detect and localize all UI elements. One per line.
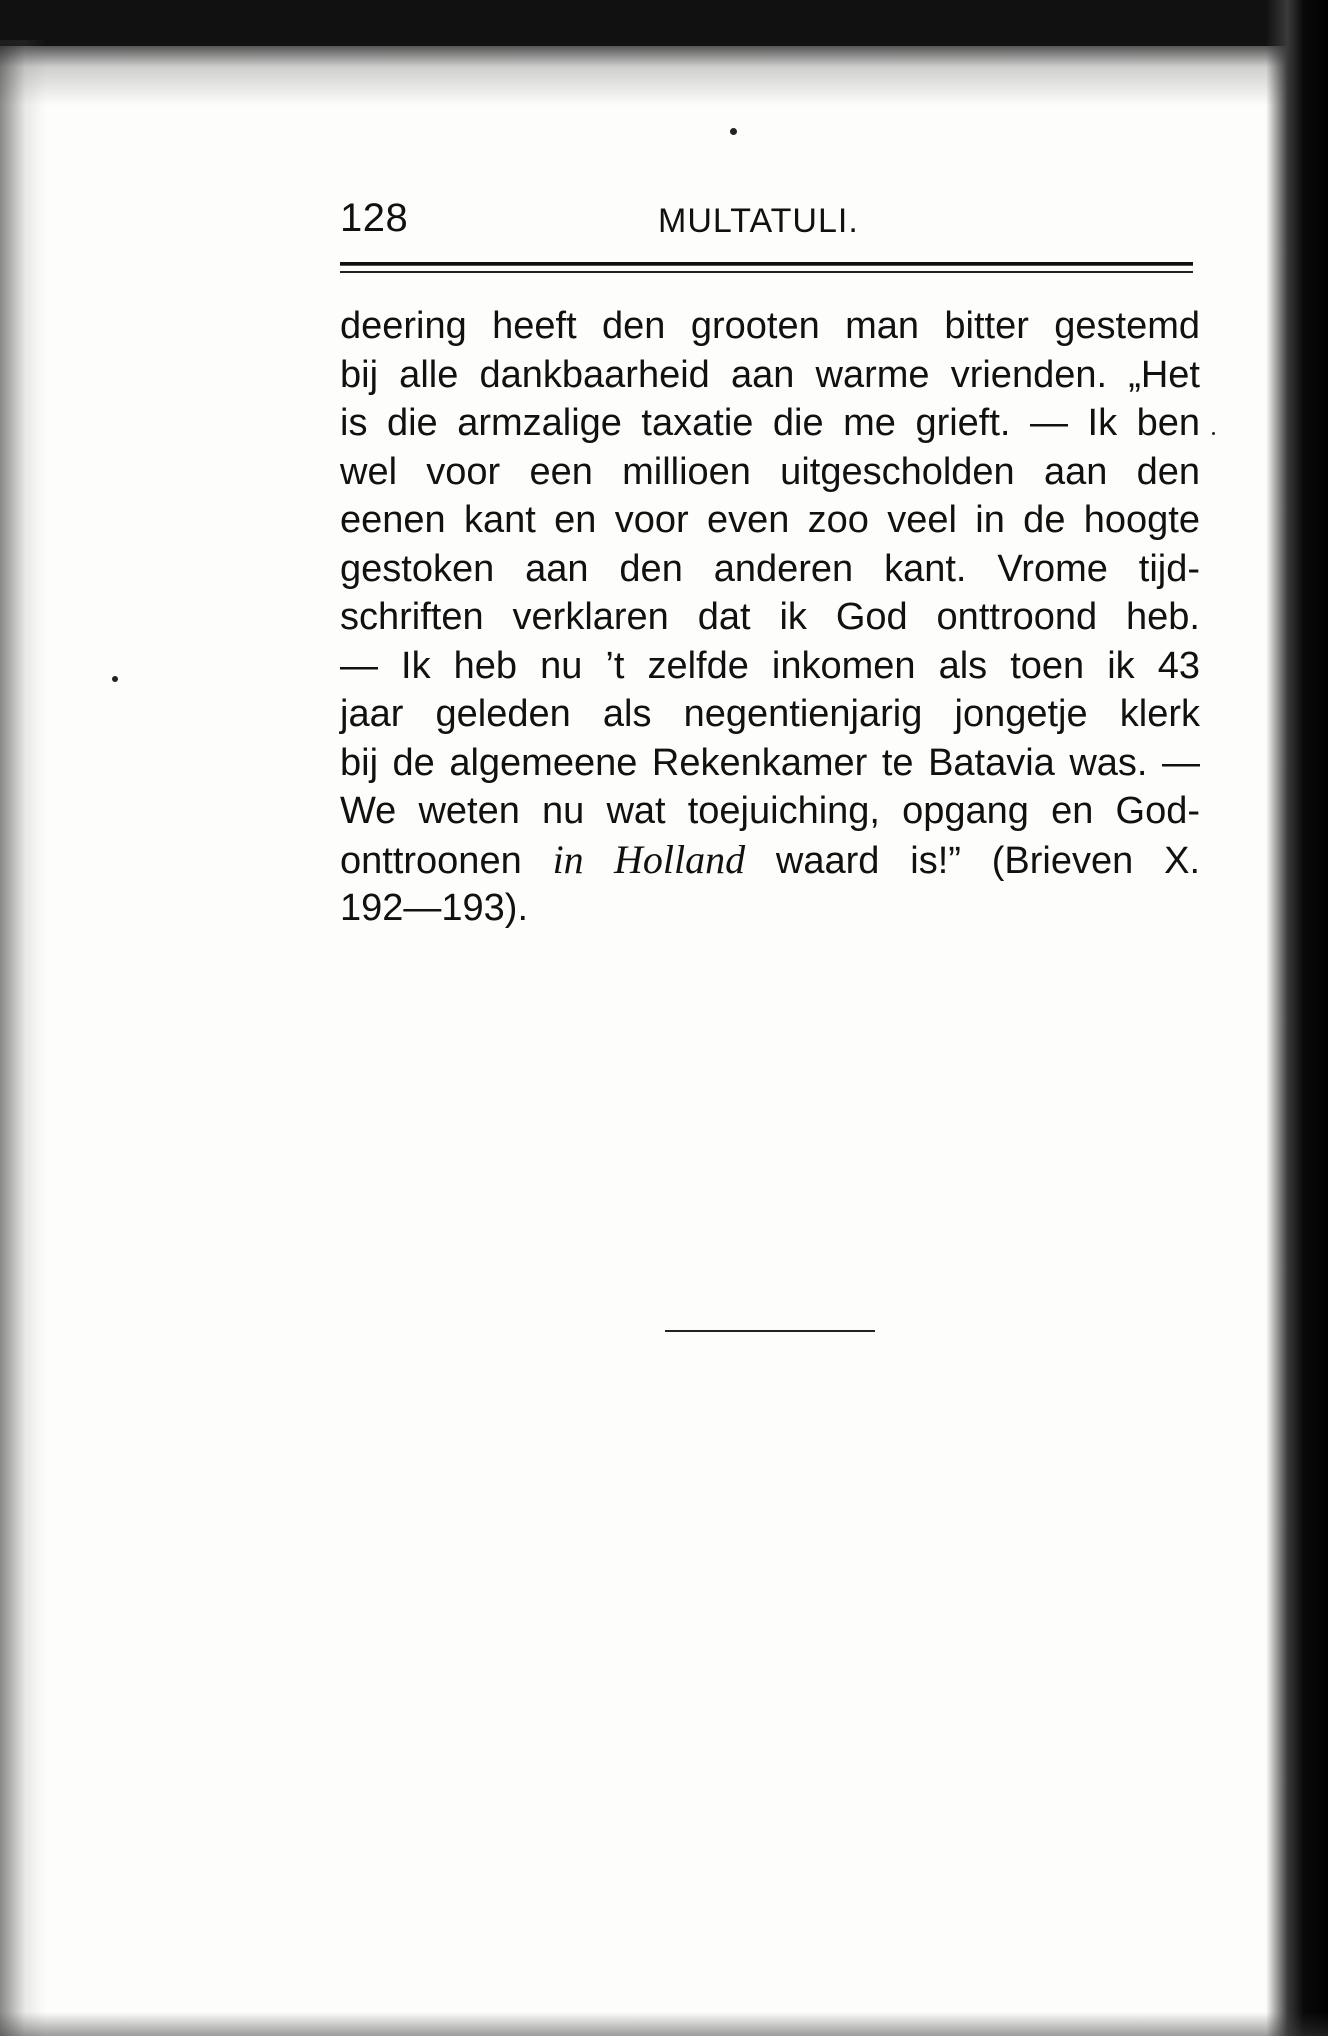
text-line: is die armzalige taxatie die me grieft. — Ik ben [340, 402, 1200, 444]
text-line: eenen kant en voor even zoo veel in de hoogte [340, 499, 1200, 541]
header-rule-secondary [340, 271, 1193, 273]
text-line: — Ik heb nu ’t zelfde inkomen als toen ik 43 [340, 644, 1200, 687]
text-line: schriften verklaren dat ik God onttroond heb. [340, 596, 1200, 638]
text-line-final: 192—193). [340, 887, 529, 929]
ink-speck [1212, 432, 1215, 435]
running-head: MULTATULI. [658, 202, 859, 240]
text-line-with-italic [340, 836, 1200, 885]
text-line: gestoken aan den anderen kant. Vrome tijd- [340, 547, 1200, 590]
text-line: bij de algemeene Rekenkamer te Batavia was. — [340, 741, 1200, 784]
page-number: 128 [340, 196, 409, 240]
text-segment: onttroonen [340, 839, 553, 882]
scan-edge-top [0, 0, 1328, 46]
text-line: deering heeft den grooten man bitter gestemd [340, 305, 1200, 347]
section-end-rule [665, 1330, 875, 1332]
scan-edge-right [1266, 0, 1328, 2036]
scan-edge-bottom [0, 2012, 1328, 2036]
text-segment: waard is!” (Brieven X. [745, 839, 1200, 882]
scan-edge-left [0, 40, 46, 2036]
italic-phrase: in Holland [552, 836, 746, 882]
text-line: wel voor een millioen uitgescholden aan den [340, 450, 1200, 493]
text-line: jaar geleden als negentienjarig jongetje klerk [340, 693, 1200, 735]
body-text [340, 302, 1200, 933]
scan-edge-top-shadow [0, 46, 1328, 106]
text-line: We weten nu wat toejuiching, opgang en God- [340, 790, 1200, 832]
ink-speck [730, 128, 737, 135]
ink-speck [112, 676, 118, 682]
text-line: bij alle dankbaarheid aan warme vrienden. „Het [340, 353, 1200, 396]
page-header [340, 196, 1195, 250]
header-rule [340, 262, 1193, 266]
